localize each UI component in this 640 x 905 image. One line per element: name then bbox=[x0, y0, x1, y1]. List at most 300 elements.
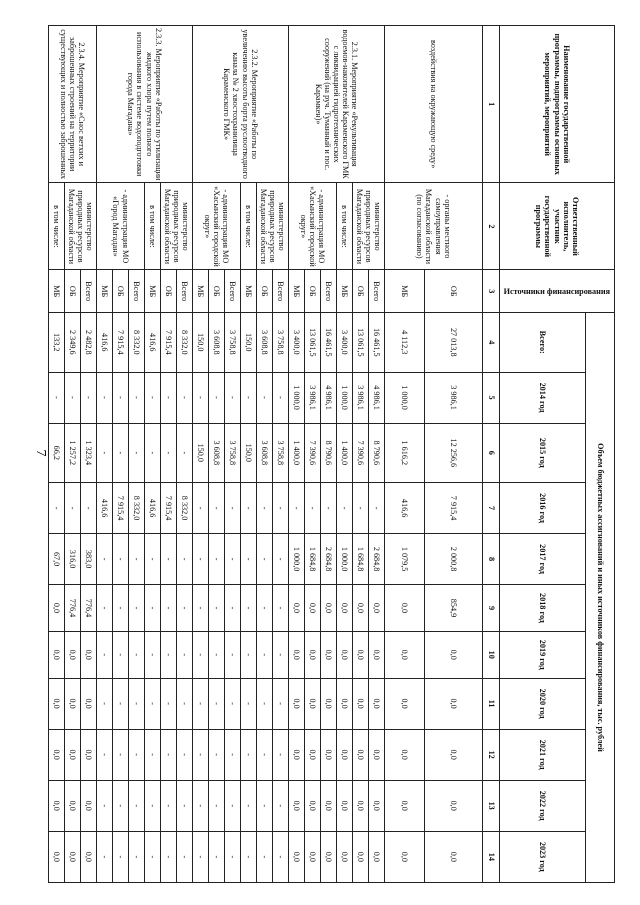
column-index: 13 bbox=[483, 780, 500, 831]
value-cell: 0,0 bbox=[369, 780, 385, 831]
value-cell: 0,0 bbox=[337, 631, 353, 678]
value-cell: - bbox=[209, 729, 225, 780]
column-index: 8 bbox=[483, 534, 500, 585]
value-cell: 3 986,1 bbox=[305, 372, 321, 423]
value-cell: - bbox=[161, 831, 177, 882]
table-row bbox=[425, 26, 483, 883]
value-cell: - bbox=[241, 534, 257, 585]
value-cell: - bbox=[257, 372, 273, 423]
value-cell: 416,6 bbox=[385, 483, 425, 534]
value-cell: - bbox=[273, 831, 289, 882]
value-cell: 0,0 bbox=[369, 831, 385, 882]
value-cell: - bbox=[145, 780, 161, 831]
value-cell: 3 608,8 bbox=[257, 423, 273, 483]
value-cell: 3 758,8 bbox=[225, 313, 241, 373]
value-cell: - bbox=[145, 631, 161, 678]
value-cell: - bbox=[257, 534, 273, 585]
program-name-cell: 2.3.3. Мероприятие «Работы по утилизации жидкого хлора путем полного использования в системе водоподготовки города Магадана» bbox=[97, 26, 193, 183]
value-cell: 8 790,6 bbox=[321, 423, 337, 483]
value-cell: - bbox=[97, 423, 113, 483]
source-cell: МБ bbox=[145, 270, 161, 313]
header-year: 2016 год bbox=[500, 483, 586, 534]
value-cell: 0,0 bbox=[289, 729, 305, 780]
source-cell: ОБ bbox=[209, 270, 225, 313]
value-cell: - bbox=[177, 631, 193, 678]
value-cell: - bbox=[177, 780, 193, 831]
value-cell: 854,9 bbox=[425, 585, 483, 632]
value-cell: 0,0 bbox=[353, 631, 369, 678]
value-cell: 12 256,6 bbox=[425, 423, 483, 483]
value-cell: 1 323,4 bbox=[81, 423, 97, 483]
value-cell: 0,0 bbox=[369, 631, 385, 678]
header-funding: Объем бюджетных ассигнований и иных источников финансирования, тыс. рублей bbox=[586, 313, 615, 883]
value-cell: 1 684,8 bbox=[353, 534, 369, 585]
value-cell: 66,2 bbox=[49, 423, 65, 483]
value-cell: 0,0 bbox=[49, 678, 65, 729]
table-row bbox=[177, 26, 193, 883]
value-cell: - bbox=[241, 631, 257, 678]
value-cell: 0,0 bbox=[425, 678, 483, 729]
value-cell: - bbox=[369, 483, 385, 534]
value-cell: - bbox=[145, 423, 161, 483]
value-cell: - bbox=[113, 372, 129, 423]
value-cell: - bbox=[97, 372, 113, 423]
value-cell: 0,0 bbox=[353, 585, 369, 632]
responsible-cell: министерство природных ресурсов Магаданской области bbox=[161, 183, 193, 270]
source-cell: Всего bbox=[369, 270, 385, 313]
value-cell: - bbox=[193, 631, 209, 678]
page-number: 7 bbox=[33, 449, 48, 457]
value-cell: 0,0 bbox=[353, 780, 369, 831]
value-cell: - bbox=[113, 631, 129, 678]
value-cell: - bbox=[49, 372, 65, 423]
value-cell: - bbox=[129, 780, 145, 831]
value-cell: - bbox=[177, 585, 193, 632]
value-cell: 67,0 bbox=[49, 534, 65, 585]
value-cell: 0,0 bbox=[369, 678, 385, 729]
value-cell: - bbox=[225, 831, 241, 882]
value-cell: 1 616,2 bbox=[385, 423, 425, 483]
value-cell: - bbox=[113, 831, 129, 882]
value-cell: 776,4 bbox=[65, 585, 81, 632]
value-cell: - bbox=[257, 483, 273, 534]
value-cell: 0,0 bbox=[49, 585, 65, 632]
rotated-page bbox=[52, 25, 615, 883]
value-cell: 0,0 bbox=[425, 780, 483, 831]
value-cell: - bbox=[129, 831, 145, 882]
value-cell: - bbox=[177, 678, 193, 729]
value-cell: 416,6 bbox=[145, 313, 161, 373]
value-cell: - bbox=[129, 631, 145, 678]
value-cell: 0,0 bbox=[321, 780, 337, 831]
source-cell: МБ bbox=[385, 270, 425, 313]
value-cell: - bbox=[225, 585, 241, 632]
value-cell: 133,2 bbox=[49, 313, 65, 373]
value-cell: 0,0 bbox=[337, 678, 353, 729]
value-cell: 0,0 bbox=[337, 780, 353, 831]
responsible-cell: в том числе: bbox=[145, 183, 161, 270]
value-cell: 0,0 bbox=[369, 729, 385, 780]
value-cell: 3 608,8 bbox=[209, 313, 225, 373]
source-cell: ОБ bbox=[161, 270, 177, 313]
value-cell: - bbox=[145, 534, 161, 585]
value-cell: 0,0 bbox=[81, 631, 97, 678]
value-cell: - bbox=[81, 372, 97, 423]
value-cell: 1 684,8 bbox=[305, 534, 321, 585]
value-cell: 1 079,5 bbox=[385, 534, 425, 585]
value-cell: 416,6 bbox=[97, 313, 113, 373]
value-cell: - bbox=[209, 483, 225, 534]
value-cell: - bbox=[273, 483, 289, 534]
value-cell: 0,0 bbox=[385, 780, 425, 831]
value-cell: - bbox=[113, 534, 129, 585]
column-index: 2 bbox=[483, 183, 500, 270]
value-cell: 1 400,0 bbox=[337, 423, 353, 483]
value-cell: 0,0 bbox=[305, 585, 321, 632]
column-index: 11 bbox=[483, 678, 500, 729]
source-cell: Всего bbox=[129, 270, 145, 313]
value-cell: 0,0 bbox=[49, 729, 65, 780]
value-cell: - bbox=[225, 678, 241, 729]
source-cell: ОБ bbox=[65, 270, 81, 313]
column-index: 6 bbox=[483, 423, 500, 483]
source-cell: МБ bbox=[241, 270, 257, 313]
value-cell: 2 349,6 bbox=[65, 313, 81, 373]
value-cell: - bbox=[161, 631, 177, 678]
value-cell: - bbox=[209, 831, 225, 882]
value-cell: - bbox=[193, 729, 209, 780]
value-cell: 1 000,0 bbox=[289, 534, 305, 585]
value-cell: - bbox=[129, 534, 145, 585]
value-cell: - bbox=[209, 372, 225, 423]
value-cell: - bbox=[113, 780, 129, 831]
value-cell: - bbox=[289, 483, 305, 534]
source-cell: МБ bbox=[289, 270, 305, 313]
value-cell: 3 986,1 bbox=[425, 372, 483, 423]
value-cell: 0,0 bbox=[425, 631, 483, 678]
column-index: 5 bbox=[483, 372, 500, 423]
header-year: 2014 год bbox=[500, 372, 586, 423]
source-cell: МБ bbox=[193, 270, 209, 313]
value-cell: 150,0 bbox=[241, 313, 257, 373]
value-cell: 0,0 bbox=[385, 631, 425, 678]
value-cell: - bbox=[241, 372, 257, 423]
value-cell: 3 400,0 bbox=[337, 313, 353, 373]
value-cell: 0,0 bbox=[65, 831, 81, 882]
source-cell: Всего bbox=[225, 270, 241, 313]
value-cell: 8 332,0 bbox=[129, 313, 145, 373]
value-cell: 4 986,1 bbox=[369, 372, 385, 423]
value-cell: 3 608,8 bbox=[257, 313, 273, 373]
value-cell: 3 758,8 bbox=[225, 423, 241, 483]
value-cell: - bbox=[129, 423, 145, 483]
value-cell: 1 257,2 bbox=[65, 423, 81, 483]
value-cell: 0,0 bbox=[49, 631, 65, 678]
column-index: 3 bbox=[483, 270, 500, 313]
value-cell: - bbox=[209, 534, 225, 585]
header-year: 2019 год bbox=[500, 631, 586, 678]
value-cell: - bbox=[273, 678, 289, 729]
value-cell: 0,0 bbox=[385, 729, 425, 780]
source-cell: Всего bbox=[273, 270, 289, 313]
column-index: 4 bbox=[483, 313, 500, 373]
value-cell: 0,0 bbox=[65, 631, 81, 678]
value-cell: 0,0 bbox=[65, 780, 81, 831]
value-cell: 27 013,8 bbox=[425, 313, 483, 373]
value-cell: - bbox=[193, 780, 209, 831]
value-cell: 7 915,4 bbox=[425, 483, 483, 534]
source-cell: ОБ bbox=[353, 270, 369, 313]
column-index: 1 bbox=[483, 26, 500, 183]
value-cell: - bbox=[257, 585, 273, 632]
header-responsible: Ответственный исполнитель, участник государственной программы bbox=[500, 183, 615, 270]
value-cell: 16 461,5 bbox=[321, 313, 337, 373]
value-cell: 2 684,8 bbox=[321, 534, 337, 585]
value-cell: - bbox=[113, 729, 129, 780]
value-cell: 0,0 bbox=[425, 729, 483, 780]
value-cell: 0,0 bbox=[385, 585, 425, 632]
value-cell: 0,0 bbox=[385, 678, 425, 729]
value-cell: - bbox=[65, 483, 81, 534]
value-cell: 0,0 bbox=[289, 780, 305, 831]
value-cell: - bbox=[177, 729, 193, 780]
value-cell: - bbox=[161, 678, 177, 729]
column-index: 12 bbox=[483, 729, 500, 780]
value-cell: 4 112,3 bbox=[385, 313, 425, 373]
value-cell: - bbox=[273, 534, 289, 585]
value-cell: 7 390,6 bbox=[353, 423, 369, 483]
column-index: 9 bbox=[483, 585, 500, 632]
value-cell: - bbox=[241, 483, 257, 534]
header-year: 2022 год bbox=[500, 780, 586, 831]
value-cell: 0,0 bbox=[49, 831, 65, 882]
responsible-cell: министерство природных ресурсов Магаданской области bbox=[257, 183, 289, 270]
value-cell: 2 482,8 bbox=[81, 313, 97, 373]
value-cell: - bbox=[193, 831, 209, 882]
value-cell: 776,4 bbox=[81, 585, 97, 632]
value-cell: 3 608,8 bbox=[209, 423, 225, 483]
responsible-cell: министерство природных ресурсов Магаданской области bbox=[65, 183, 97, 270]
value-cell: 0,0 bbox=[81, 831, 97, 882]
value-cell: 7 915,4 bbox=[161, 483, 177, 534]
value-cell: 0,0 bbox=[321, 831, 337, 882]
source-cell: Всего bbox=[321, 270, 337, 313]
value-cell: - bbox=[113, 585, 129, 632]
source-cell: Всего bbox=[177, 270, 193, 313]
value-cell: 150,0 bbox=[193, 423, 209, 483]
value-cell: - bbox=[113, 423, 129, 483]
responsible-cell: министерство природных ресурсов Магаданской области bbox=[353, 183, 385, 270]
program-name-cell: воздействия на окружающую среду» bbox=[385, 26, 483, 183]
value-cell: 3 400,0 bbox=[289, 313, 305, 373]
table-row bbox=[369, 26, 385, 883]
value-cell: - bbox=[81, 483, 97, 534]
value-cell: - bbox=[257, 729, 273, 780]
value-cell: - bbox=[225, 729, 241, 780]
value-cell: - bbox=[193, 483, 209, 534]
value-cell: 1 000,0 bbox=[337, 534, 353, 585]
responsible-cell: - администрация МО «Хасынский городской округ» bbox=[289, 183, 337, 270]
source-cell: ОБ bbox=[113, 270, 129, 313]
value-cell: - bbox=[193, 372, 209, 423]
value-cell: 150,0 bbox=[193, 313, 209, 373]
source-cell: МБ bbox=[49, 270, 65, 313]
value-cell: - bbox=[49, 483, 65, 534]
value-cell: 416,6 bbox=[145, 483, 161, 534]
value-cell: - bbox=[177, 831, 193, 882]
value-cell: 7 915,4 bbox=[113, 313, 129, 373]
value-cell: - bbox=[337, 483, 353, 534]
value-cell: - bbox=[225, 372, 241, 423]
value-cell: - bbox=[161, 585, 177, 632]
value-cell: 0,0 bbox=[321, 585, 337, 632]
value-cell: - bbox=[241, 678, 257, 729]
value-cell: - bbox=[177, 372, 193, 423]
value-cell: - bbox=[273, 631, 289, 678]
value-cell: - bbox=[273, 729, 289, 780]
value-cell: - bbox=[129, 678, 145, 729]
value-cell: 2 684,8 bbox=[369, 534, 385, 585]
value-cell: 1 400,0 bbox=[289, 423, 305, 483]
value-cell: - bbox=[257, 678, 273, 729]
value-cell: - bbox=[129, 372, 145, 423]
value-cell: - bbox=[113, 678, 129, 729]
value-cell: - bbox=[145, 372, 161, 423]
header-name: Наименование государственной программы, подпрограммы основных мероприятий, мероприятий bbox=[500, 26, 615, 183]
value-cell: - bbox=[177, 423, 193, 483]
header-year: 2017 год bbox=[500, 534, 586, 585]
value-cell: 0,0 bbox=[49, 780, 65, 831]
value-cell: - bbox=[209, 780, 225, 831]
value-cell: - bbox=[97, 678, 113, 729]
value-cell: 0,0 bbox=[305, 631, 321, 678]
value-cell: 3 986,1 bbox=[353, 372, 369, 423]
value-cell: - bbox=[241, 585, 257, 632]
value-cell: - bbox=[241, 780, 257, 831]
responsible-cell: - администрация МО «Город Магадан» bbox=[97, 183, 145, 270]
value-cell: 0,0 bbox=[289, 631, 305, 678]
value-cell: 0,0 bbox=[321, 729, 337, 780]
table-row bbox=[81, 26, 97, 883]
program-name-cell: 2.3.1. Мероприятие «Рекультивация водоемов-накопителей Караменского ГМК с ликвидацией гидротехнических сооружений (на руч. Туманный и пос. Карамкен)» bbox=[289, 26, 385, 183]
column-index: 14 bbox=[483, 831, 500, 882]
funding-table bbox=[48, 25, 615, 883]
value-cell: 0,0 bbox=[425, 831, 483, 882]
value-cell: - bbox=[353, 483, 369, 534]
value-cell: - bbox=[257, 631, 273, 678]
value-cell: - bbox=[145, 585, 161, 632]
value-cell: 13 061,5 bbox=[305, 313, 321, 373]
table-stage bbox=[52, 25, 615, 883]
responsible-cell: - органы местного самоуправления Магаданской области (по согласованию) bbox=[385, 183, 483, 270]
value-cell: - bbox=[65, 372, 81, 423]
value-cell: - bbox=[129, 585, 145, 632]
value-cell: - bbox=[273, 585, 289, 632]
value-cell: - bbox=[209, 631, 225, 678]
responsible-cell: в том числе: bbox=[49, 183, 65, 270]
value-cell: - bbox=[97, 780, 113, 831]
value-cell: 8 332,0 bbox=[177, 483, 193, 534]
header-year: 2021 год bbox=[500, 729, 586, 780]
value-cell: 1 000,0 bbox=[337, 372, 353, 423]
source-cell: ОБ bbox=[257, 270, 273, 313]
program-name-cell: 2.3.2. Мероприятие «Работы по увеличению высоты борта руслоотводного канала № 2 хвостохранилища Караменского ГМК» bbox=[193, 26, 289, 183]
value-cell: - bbox=[225, 534, 241, 585]
value-cell: 0,0 bbox=[353, 729, 369, 780]
table-row bbox=[273, 26, 289, 883]
value-cell: 0,0 bbox=[65, 678, 81, 729]
header-year: 2015 год bbox=[500, 423, 586, 483]
header-total: Всего: bbox=[500, 313, 586, 373]
value-cell: - bbox=[257, 780, 273, 831]
responsible-cell: в том числе: bbox=[241, 183, 257, 270]
value-cell: - bbox=[257, 831, 273, 882]
value-cell: 0,0 bbox=[289, 585, 305, 632]
value-cell: - bbox=[193, 534, 209, 585]
value-cell: - bbox=[273, 780, 289, 831]
value-cell: - bbox=[225, 631, 241, 678]
source-cell: ОБ bbox=[425, 270, 483, 313]
value-cell: 0,0 bbox=[305, 780, 321, 831]
value-cell: 0,0 bbox=[353, 831, 369, 882]
value-cell: 316,0 bbox=[65, 534, 81, 585]
value-cell: - bbox=[161, 372, 177, 423]
value-cell: 16 461,5 bbox=[369, 313, 385, 373]
value-cell: 1 000,0 bbox=[289, 372, 305, 423]
value-cell: 0,0 bbox=[81, 729, 97, 780]
value-cell: - bbox=[209, 585, 225, 632]
value-cell: - bbox=[161, 423, 177, 483]
value-cell: 0,0 bbox=[321, 631, 337, 678]
value-cell: 0,0 bbox=[81, 678, 97, 729]
column-index: 10 bbox=[483, 631, 500, 678]
value-cell: 7 915,4 bbox=[161, 313, 177, 373]
value-cell: - bbox=[177, 534, 193, 585]
value-cell: - bbox=[97, 729, 113, 780]
value-cell: - bbox=[97, 585, 113, 632]
value-cell: - bbox=[241, 831, 257, 882]
value-cell: 3 758,8 bbox=[273, 423, 289, 483]
header-year: 2018 год bbox=[500, 585, 586, 632]
source-cell: Всего bbox=[81, 270, 97, 313]
value-cell: 0,0 bbox=[337, 729, 353, 780]
value-cell: 416,6 bbox=[97, 483, 113, 534]
value-cell: 150,0 bbox=[241, 423, 257, 483]
source-cell: ОБ bbox=[305, 270, 321, 313]
value-cell: 0,0 bbox=[65, 729, 81, 780]
header-source-text: Источники финансирования bbox=[503, 286, 611, 296]
value-cell: - bbox=[161, 729, 177, 780]
value-cell: - bbox=[225, 780, 241, 831]
value-cell: 7 915,4 bbox=[113, 483, 129, 534]
value-cell: 7 390,6 bbox=[305, 423, 321, 483]
responsible-cell: - администрация МО «Хасынский городской округ» bbox=[193, 183, 241, 270]
value-cell: 0,0 bbox=[353, 678, 369, 729]
value-cell: - bbox=[225, 483, 241, 534]
value-cell: 0,0 bbox=[369, 585, 385, 632]
value-cell: 4 986,1 bbox=[321, 372, 337, 423]
value-cell: 2 000,8 bbox=[425, 534, 483, 585]
value-cell: 0,0 bbox=[289, 831, 305, 882]
value-cell: - bbox=[305, 483, 321, 534]
value-cell: - bbox=[193, 585, 209, 632]
value-cell: 1 000,0 bbox=[385, 372, 425, 423]
program-name-cell: 2.3.4. Мероприятие «Снос ветхих и заброшенных строений на территории существующих и полностью заброшенных bbox=[49, 26, 97, 183]
value-cell: - bbox=[273, 372, 289, 423]
value-cell: - bbox=[129, 729, 145, 780]
value-cell: 0,0 bbox=[321, 678, 337, 729]
value-cell: - bbox=[145, 729, 161, 780]
